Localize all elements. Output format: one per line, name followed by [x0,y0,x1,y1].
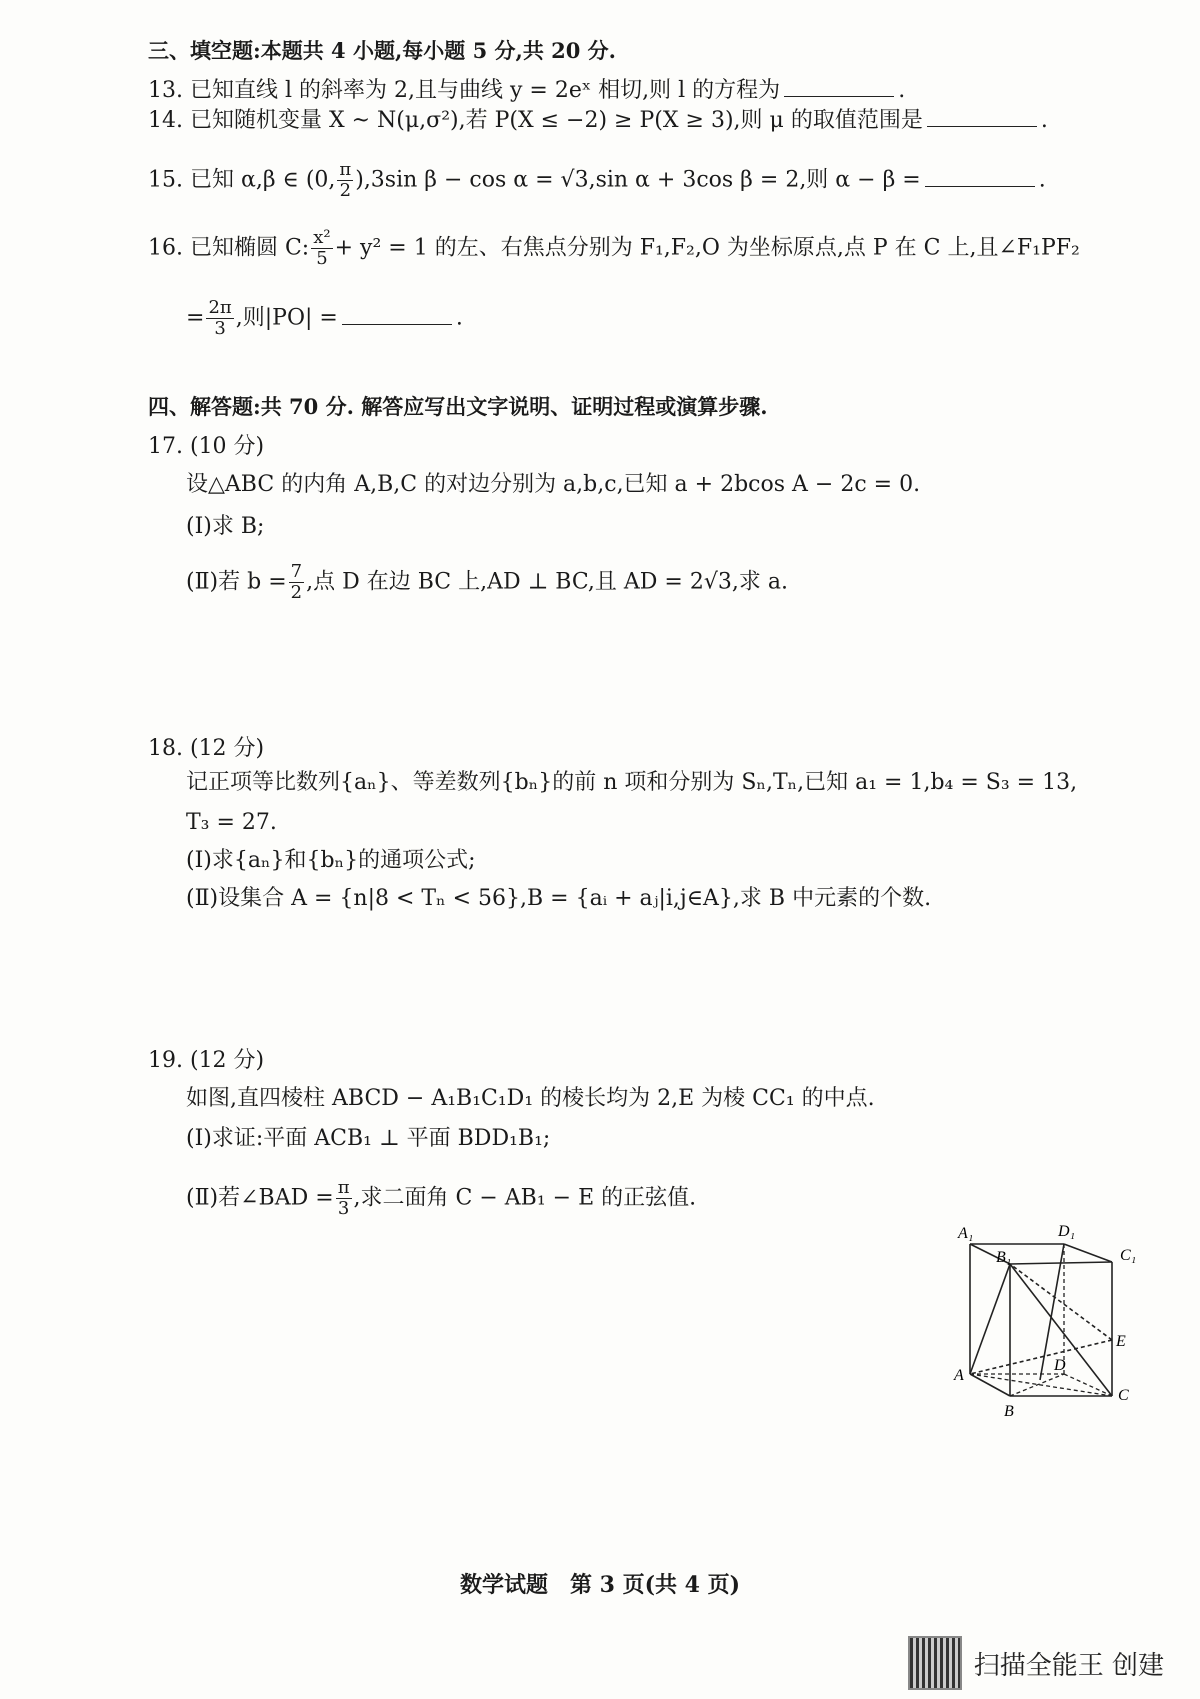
label-E: E [1116,1333,1126,1350]
scanner-watermark [908,1636,1164,1690]
q17-part2-post: ,点 D 在边 BC 上,AD ⊥ BC,且 AD = 2√3,求 a. [306,569,788,595]
q18-body-line1: 记正项等比数列{aₙ}、等差数列{bₙ}的前 n 项和分别为 Sₙ,Tₙ,已知 a₁ = 1,b₄ = S₃ = 13, [186,770,1078,795]
q17-part2 [186,562,788,603]
section3-title: 三、填空题:本题共 4 小题,每小题 5 分,共 20 分. [148,38,616,63]
q16-post: + y² = 1 的左、右焦点分别为 F₁,F₂,O 为坐标原点,点 P 在 C 上,且∠F₁PF₂ [334,235,1080,261]
q19-part2-post: ,求二面角 C − AB₁ − E 的正弦值. [353,1185,697,1211]
question-16-line2: = $\frac{2\pi}{3}$ ,则|PO| = . [186,297,463,339]
label-D1: D₁ [1058,1223,1076,1240]
label-C1: C₁ [1120,1247,1137,1264]
q16-fraction: $\frac{\text{x²}}{5}$ [313,227,331,269]
label-D: D [1054,1357,1066,1374]
label-B: B [1004,1403,1014,1420]
label-A1: A₁ [958,1225,974,1242]
q13-answer-blank [784,76,894,97]
q18-heading: 18. (12 分) [148,736,265,761]
q15-pre: 15. 已知 α,β ∈ (0, [148,167,336,193]
q19-part2-fraction: $\frac{\pi}{3}$ [337,1177,350,1219]
q17-heading: 17. (10 分) [148,434,265,459]
q16-line2-post: ,则|PO| = [235,305,338,331]
label-B1: B₁ [996,1249,1012,1266]
q19-body: 如图,直四棱柱 ABCD − A₁B₁C₁D₁ 的棱长均为 2,E 为棱 CC₁ 的中点. [186,1086,875,1111]
question-14: 14. 已知随机变量 X ~ N(μ,σ²),若 P(X ≤ −2) ≥ P(X ≥ 3),则 μ 的取值范围是 . [148,108,1048,133]
question-15: 15. 已知 α,β ∈ (0, $\frac{\pi}{2}$ ),3sin β − cos α = √3,sin α + 3cos β = 2,则 α − β = . [148,159,1046,201]
q17-part1: (Ⅰ)求 B; [186,514,265,539]
page-footer: 数学试题 第 3 页(共 4 页) [459,1572,741,1598]
q17-body: 设△ABC 的内角 A,B,C 的对边分别为 a,b,c,已知 a + 2bcos A − 2c = 0. [186,472,921,497]
q15-fraction: $\frac{\pi}{2}$ [339,159,352,201]
q19-part2-pre: (Ⅱ)若∠BAD = [186,1185,334,1211]
q15-post: ),3sin β − cos α = √3,sin α + 3cos β = 2,则 α − β = [355,167,921,193]
qr-code-icon [908,1636,962,1690]
q18-body-line2: T₃ = 27. [186,810,277,835]
watermark-text: 扫描全能王 创建 [973,1650,1164,1681]
q19-part2 [186,1178,696,1219]
q15-answer-blank [925,166,1035,187]
label-A: A [954,1367,964,1384]
question-16 [148,228,1080,269]
q17-part2-pre: (Ⅱ)若 b = [186,569,287,595]
q19-heading: 19. (12 分) [148,1048,265,1073]
question-13: 13. 已知直线 l 的斜率为 2,且与曲线 y = 2eˣ 相切,则 l 的方程为 . [148,78,906,103]
section4-title: 四、解答题:共 70 分. 解答应写出文字说明、证明过程或演算步骤. [148,394,768,419]
q19-part1: (Ⅰ)求证:平面 ACB₁ ⊥ 平面 BDD₁B₁; [186,1126,551,1151]
q16-answer-blank [342,304,452,325]
prism-figure [900,1220,1160,1450]
q17-part2-fraction: $\frac{7}{2}$ [290,561,303,603]
label-C: C [1118,1387,1129,1404]
q16-pre: 16. 已知椭圆 C: [148,235,310,261]
q18-part1: (Ⅰ)求{aₙ}和{bₙ}的通项公式; [186,848,476,873]
q14-text: 14. 已知随机变量 X ~ N(μ,σ²),若 P(X ≤ −2) ≥ P(X ≥ 3),则 μ 的取值范围是 [148,108,923,133]
q16-line2-fraction: $\frac{2\pi}{3}$ [208,297,232,339]
q16-line2-pre: = [186,305,205,331]
q14-answer-blank [927,106,1037,127]
q18-part2: (Ⅱ)设集合 A = {n|8 < Tₙ < 56},B = {aᵢ + aⱼ|i,j∈A},求 B 中元素的个数. [186,886,932,911]
q13-text: 13. 已知直线 l 的斜率为 2,且与曲线 y = 2eˣ 相切,则 l 的方程为 [148,78,781,103]
